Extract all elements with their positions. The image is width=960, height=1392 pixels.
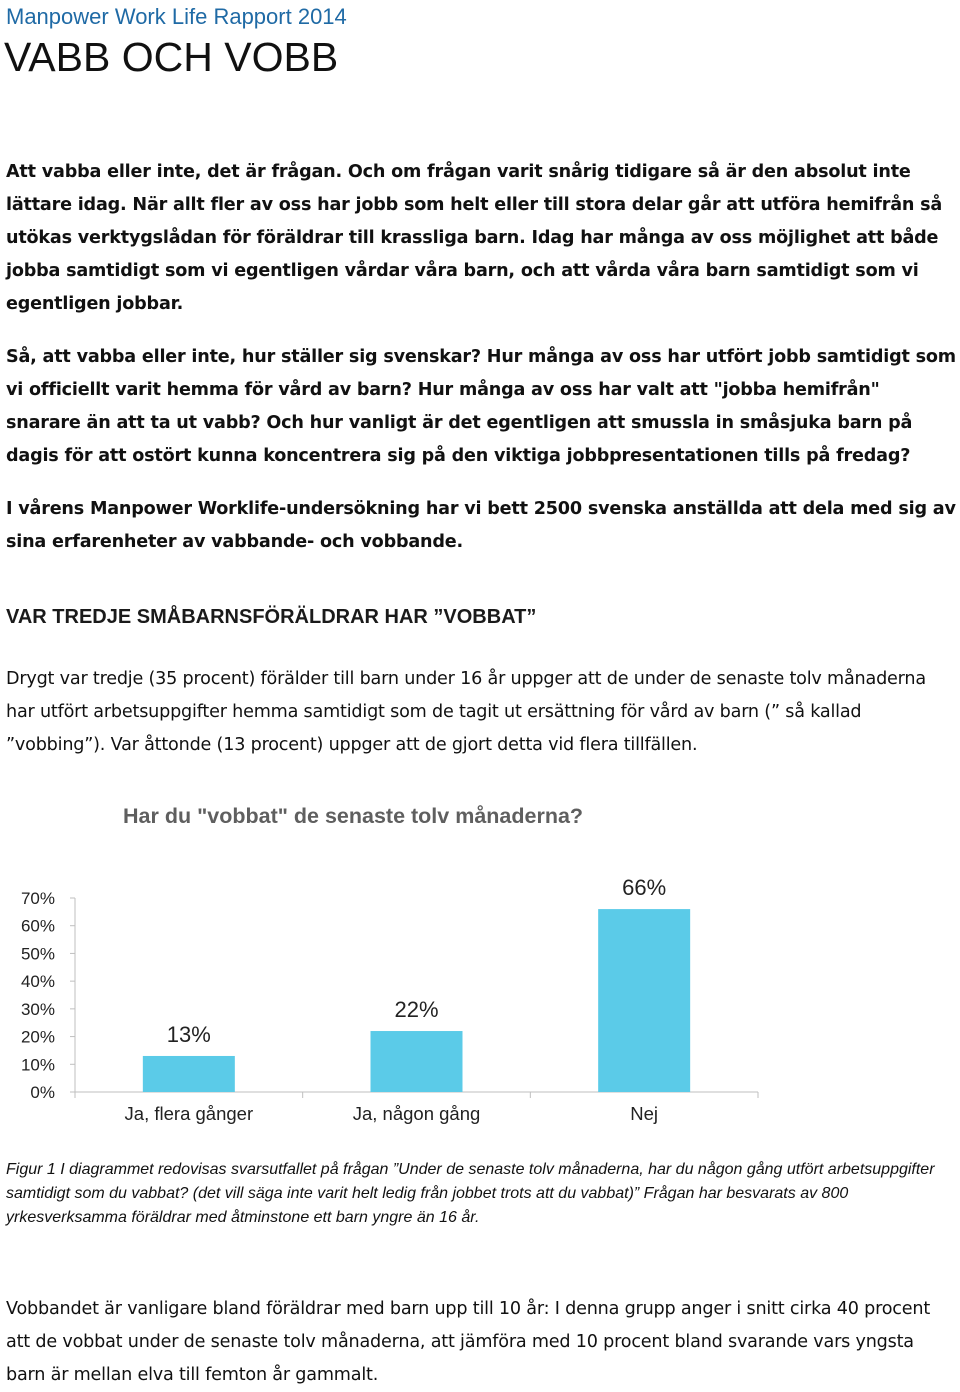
data-label: 22%	[394, 997, 439, 1023]
y-tick-label: 50%	[20, 944, 55, 964]
closing-paragraph: Vobbandet är vanligare bland föräldrar med barn upp till 10 år: I denna grupp anger i snitt cirka 40 procent att de vobbat under de senaste tolv månaderna, att jämföra med 10 procent bland svarande vars yngsta barn är mellan elva till femton år gammalt.	[6, 1299, 931, 1385]
bar-chart	[0, 795, 960, 1140]
bar	[598, 909, 690, 1092]
y-tick-label: 70%	[20, 889, 55, 908]
category-label: Nej	[630, 1103, 659, 1124]
category-label: Ja, någon gång	[352, 1103, 481, 1124]
section-heading: VAR TREDJE SMÅBARNSFÖRÄLDRAR HAR ”VOBBAT”	[6, 606, 537, 628]
data-label: 66%	[622, 875, 667, 901]
chart-title: Har du "vobbat" de senaste tolv månaderna?	[123, 804, 584, 828]
y-tick-label: 60%	[20, 916, 55, 936]
intro-paragraph-1: Att vabba eller inte, det är frågan. Och om frågan varit snårig tidigare så är den absolut inte lättare idag. När allt fler av oss har jobb som helt eller till stora delar går att utföra hemifrån så utökas verktygslådan för föräldrar till krassliga barn. Idag har många av oss möjlighet att både jobba samtidigt som vi egentligen vårdar våra barn, och att vårda våra barn samtidigt som vi egentligen jobbar.	[6, 162, 943, 314]
intro-paragraph-2: Så, att vabba eller inte, hur ställer sig svenskar? Hur många av oss har utfört jobb samtidigt som vi officiellt varit hemma för vård av barn? Hur många av oss har valt att "jobba hemifrån" snarare än att ta ut vabb? Och hur vanligt är det egentligen att smussla in småsjuka barn på dagis för att ostört kunna koncentrera sig på den viktiga jobbpresentationen tills på fredag?	[6, 347, 956, 466]
section-paragraph: Drygt var tredje (35 procent) förälder till barn under 16 år uppger att de under de senaste tolv månaderna har utfört arbetsuppgifter hemma samtidigt som de tagit ut ersättning för vård av barn (” så kallad ”vobbing”). Var åttonde (13 procent) uppger att de gjort detta vid flera tillfällen.	[6, 669, 926, 755]
figure-caption: Figur 1 I diagrammet redovisas svarsutfallet på frågan ”Under de senaste tolv månaderna, har du någon gång utfört arbetsuppgifter samtidigt som du vabbat? (det vill säga inte varit helt ledig från jobbet trots att du vabbat)” Frågan har besvarats av 800 yrkesverksamma föräldrar med åtminstone ett barn yngre än 16 år.	[6, 1161, 935, 1226]
y-tick-label: 10%	[20, 1055, 55, 1075]
report-series-title: Manpower Work Life Rapport 2014	[6, 4, 347, 29]
data-label: 13%	[166, 1021, 211, 1047]
intro-paragraph-3: I vårens Manpower Worklife-undersökning har vi bett 2500 svenska anställda att dela med sig av sina erfarenheter av vabbande- och vobbande.	[6, 499, 956, 552]
bar	[371, 1031, 463, 1092]
y-tick-label: 40%	[20, 972, 55, 992]
y-tick-label: 30%	[20, 999, 55, 1019]
y-tick-label: 20%	[20, 1027, 55, 1047]
bar-chart-svg	[0, 795, 960, 1140]
y-tick-label: 0%	[30, 1083, 55, 1102]
bar	[143, 1056, 235, 1092]
page-title: VABB OCH VOBB	[4, 34, 339, 80]
category-label: Ja, flera gånger	[124, 1103, 254, 1124]
